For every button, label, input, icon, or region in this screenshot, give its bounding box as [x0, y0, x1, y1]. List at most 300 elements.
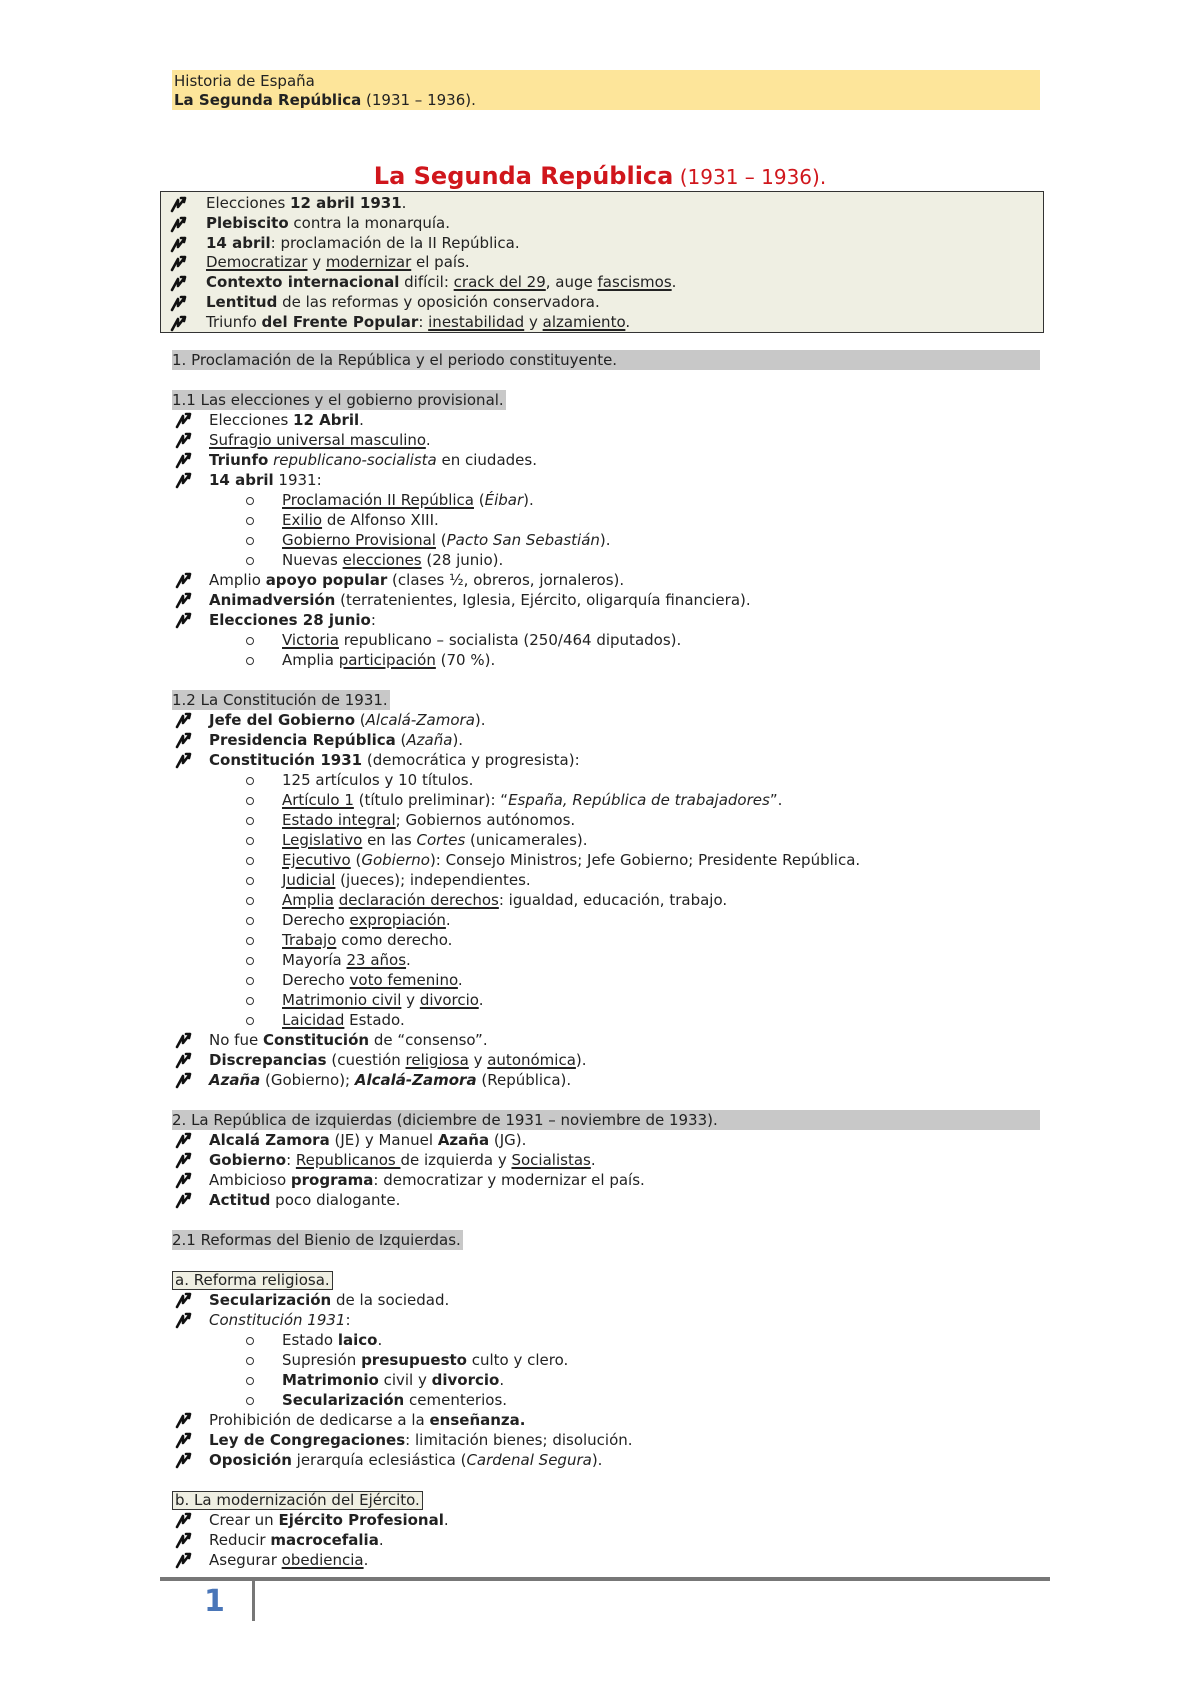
subsection-heading — [172, 690, 1040, 710]
text-run: , auge — [545, 273, 598, 292]
text-run: Matrimonio — [282, 1371, 379, 1389]
text-run: Mayoría — [282, 951, 347, 969]
circle-bullet-icon — [246, 997, 254, 1005]
subsection-label — [172, 390, 506, 410]
arrow-bullet-icon — [172, 1030, 196, 1050]
text-run: y — [468, 1051, 488, 1069]
summary-item — [169, 214, 1043, 234]
text-run: : democratizar y modernizar el país. — [373, 1171, 645, 1189]
bullet-item — [172, 1150, 1040, 1170]
text-run: España, República de trabajadores — [508, 791, 770, 809]
sub-bullet-item — [172, 490, 1040, 510]
text-run: civil y — [378, 1371, 432, 1389]
arrow-bullet-icon — [167, 253, 191, 273]
text-run: 23 años — [346, 951, 407, 969]
section-heading — [172, 350, 1040, 370]
arrow-bullet-icon — [172, 1430, 196, 1450]
subsection-label — [172, 1230, 463, 1250]
text-run: en las — [362, 831, 417, 849]
circle-bullet-icon — [246, 817, 254, 825]
text-run: ). — [474, 711, 486, 729]
text-run: . — [359, 411, 364, 429]
text-run: (JE) y Manuel — [329, 1131, 438, 1149]
arrow-bullet-icon — [172, 1450, 196, 1470]
text-run: (democrática y progresista): — [362, 751, 580, 769]
sub-bullet-item — [172, 1390, 1040, 1410]
arrow-bullet-icon — [172, 1190, 196, 1210]
text-run: Alcalá-Zamora — [354, 1071, 477, 1089]
arrow-bullet-icon — [167, 194, 191, 214]
sub-bullet-item — [172, 990, 1040, 1010]
text-run: Éibar — [484, 491, 524, 509]
arrow-bullet-icon — [167, 313, 191, 333]
sub-bullet-item — [172, 870, 1040, 890]
header-topic: La Segunda República (1931 – 1936). — [174, 91, 476, 109]
text-run: Cortes — [416, 831, 466, 849]
bullet-item — [172, 450, 1040, 470]
sub-bullet-item — [172, 650, 1040, 670]
text-run: y — [307, 253, 326, 272]
text-run: presupuesto — [361, 1351, 467, 1369]
circle-bullet-icon — [246, 957, 254, 965]
text-run: 12 abril 1931 — [290, 194, 402, 212]
bullet-item — [172, 410, 1040, 430]
sub-bullet-item — [172, 550, 1040, 570]
text-run: expropiación — [349, 911, 446, 929]
bullet-item — [172, 730, 1040, 750]
text-run: Trabajo — [282, 931, 337, 949]
text-run: . — [478, 991, 484, 1009]
sub-bullet-item — [172, 1350, 1040, 1370]
text-run: Amplia — [282, 651, 339, 669]
text-run: autonómica — [487, 1051, 576, 1069]
text-run: alzamiento — [542, 312, 626, 331]
text-run: (unicamerales). — [465, 831, 588, 849]
text-run: ”. — [769, 791, 783, 809]
summary-item — [169, 293, 1043, 313]
text-run: fascismos — [597, 273, 672, 292]
text-run: ). — [575, 1051, 587, 1069]
text-run: y — [401, 991, 420, 1009]
text-run: Amplia — [282, 891, 334, 909]
text-run: ). — [452, 731, 464, 749]
text-run: como derecho. — [336, 931, 453, 949]
text-run: Democratizar — [206, 253, 308, 272]
text-run: Elecciones — [206, 194, 291, 212]
spacer — [172, 1250, 1040, 1270]
text-run: Lentitud — [206, 292, 278, 311]
text-run: ( — [355, 711, 366, 729]
text-run: Elecciones — [209, 411, 294, 429]
text-run: Prohibición de dedicarse a la — [209, 1411, 430, 1429]
text-run: Constitución 1931 — [209, 751, 363, 769]
arrow-bullet-icon — [172, 1310, 196, 1330]
text-run: (cuestión — [326, 1051, 406, 1069]
boxed-heading-label — [172, 1271, 333, 1290]
circle-bullet-icon — [246, 497, 254, 505]
sub-bullet-item — [172, 970, 1040, 990]
text-run: Estado integral — [282, 811, 396, 829]
arrow-bullet-icon — [172, 590, 196, 610]
text-run: Nuevas — [282, 551, 343, 569]
text-run: divorcio — [431, 1371, 500, 1389]
text-run: (República). — [476, 1071, 572, 1089]
text-run: el país. — [411, 253, 470, 272]
sub-bullet-item — [172, 1330, 1040, 1350]
text-run: Artículo 1 — [282, 791, 354, 809]
text-run: enseñanza. — [429, 1411, 526, 1429]
text-run: (jueces); independientes. — [335, 871, 531, 889]
text-run: Sufragio universal masculino — [209, 431, 426, 449]
bullet-item — [172, 1030, 1040, 1050]
text-run: (70 %). — [435, 651, 496, 669]
text-run: Azaña — [406, 731, 453, 749]
text-run: Crear un — [209, 1511, 279, 1529]
text-run: . — [445, 911, 451, 929]
text-run: inestabilidad — [428, 312, 525, 331]
circle-bullet-icon — [246, 657, 254, 665]
text-run: . — [378, 1531, 384, 1549]
summary-item — [169, 234, 1043, 254]
text-run: Gobierno — [209, 1151, 287, 1169]
header-subject: Historia de España — [174, 72, 315, 90]
arrow-bullet-icon — [172, 470, 196, 490]
arrow-bullet-icon — [172, 410, 196, 430]
text-run: macrocefalia — [270, 1531, 379, 1549]
arrow-bullet-icon — [172, 1150, 196, 1170]
circle-bullet-icon — [246, 777, 254, 785]
subsection-heading — [172, 1230, 1040, 1250]
section-heading — [172, 1110, 1040, 1130]
subsection-heading — [172, 390, 1040, 410]
text-run: Triunfo — [209, 451, 269, 469]
sub-bullet-item — [172, 850, 1040, 870]
text-run: jerarquía eclesiástica ( — [291, 1451, 467, 1469]
text-run: : igualdad, educación, trabajo. — [498, 891, 728, 909]
bullet-item — [172, 1190, 1040, 1210]
text-run: . — [425, 431, 431, 449]
bullet-item — [172, 1310, 1040, 1330]
text-run: Secularización — [209, 1291, 332, 1309]
text-run: religiosa — [405, 1051, 469, 1069]
circle-bullet-icon — [246, 897, 254, 905]
text-run: . — [457, 971, 463, 989]
footer-rule — [160, 1577, 1050, 1581]
text-run: Pacto San Sebastián — [446, 531, 600, 549]
text-run: elecciones — [342, 551, 422, 569]
text-run: (título preliminar): “ — [353, 791, 509, 809]
text-run: Azaña — [437, 1131, 490, 1149]
text-run: difícil: — [399, 273, 454, 292]
text-run: Derecho — [282, 971, 350, 989]
circle-bullet-icon — [246, 1357, 254, 1365]
bullet-item — [172, 1430, 1040, 1450]
arrow-bullet-icon — [172, 730, 196, 750]
text-run: modernizar — [325, 253, 412, 272]
text-run: Estado — [282, 1331, 338, 1349]
arrow-bullet-icon — [167, 273, 191, 293]
text-run: : — [345, 1311, 351, 1329]
text-run: 125 artículos y 10 títulos. — [282, 771, 474, 789]
circle-bullet-icon — [246, 1397, 254, 1405]
sub-bullet-item — [172, 830, 1040, 850]
arrow-bullet-icon — [172, 1130, 196, 1150]
arrow-bullet-icon — [167, 234, 191, 254]
spacer — [172, 1470, 1040, 1490]
text-run: ). — [523, 491, 534, 509]
text-run: Alcalá-Zamora — [365, 711, 475, 729]
text-run: crack del 29 — [453, 273, 546, 292]
circle-bullet-icon — [246, 1017, 254, 1025]
text-run: contra la monarquía. — [288, 213, 451, 232]
text-run: Proclamación II República — [282, 491, 474, 509]
text-run: ( — [350, 851, 362, 869]
text-run: Ambicioso — [209, 1171, 291, 1189]
text-run: ( — [474, 491, 485, 509]
spacer — [172, 370, 1040, 390]
text-run: Estado. — [344, 1011, 405, 1029]
text-run: . — [590, 1151, 596, 1169]
text-run: declaración derechos — [338, 891, 499, 909]
text-run: : — [418, 312, 429, 331]
bullet-item — [172, 470, 1040, 490]
text-run: de izquierda y — [400, 1151, 512, 1169]
text-run: de “consenso”. — [369, 1031, 488, 1049]
boxed-heading — [172, 1270, 1040, 1290]
arrow-bullet-icon — [167, 293, 191, 313]
sub-bullet-item — [172, 770, 1040, 790]
sub-bullet-item — [172, 950, 1040, 970]
circle-bullet-icon — [246, 977, 254, 985]
circle-bullet-icon — [246, 1377, 254, 1385]
text-run: 1.1 Las elecciones y el gobierno provisional. — [172, 391, 504, 409]
text-run: . — [401, 194, 407, 212]
arrow-bullet-icon — [172, 1050, 196, 1070]
text-run: 12 Abril — [293, 411, 360, 429]
circle-bullet-icon — [246, 797, 254, 805]
bullet-item — [172, 710, 1040, 730]
bullet-item — [172, 1510, 1040, 1530]
text-run: Actitud — [209, 1191, 271, 1209]
text-run: . — [443, 1511, 449, 1529]
text-run: programa — [290, 1171, 374, 1189]
circle-bullet-icon — [246, 557, 254, 565]
text-run: Derecho — [282, 911, 350, 929]
text-run: 1. Proclamación de la República y el periodo constituyente. — [172, 351, 618, 369]
arrow-bullet-icon — [172, 1530, 196, 1550]
sub-bullet-item — [172, 890, 1040, 910]
sub-bullet-item — [172, 1010, 1040, 1030]
text-run: (28 junio). — [421, 551, 504, 569]
arrow-bullet-icon — [172, 1410, 196, 1430]
circle-bullet-icon — [246, 637, 254, 645]
text-run: Matrimonio civil — [282, 991, 402, 1009]
text-run: Triunfo — [206, 312, 262, 331]
arrow-bullet-icon — [172, 710, 196, 730]
text-run: Amplio — [209, 571, 266, 589]
text-run: ). — [599, 531, 611, 549]
text-run: de Alfonso XIII. — [322, 511, 439, 529]
arrow-bullet-icon — [167, 214, 191, 234]
circle-bullet-icon — [246, 917, 254, 925]
document-header — [172, 70, 1040, 110]
text-run: laico — [337, 1331, 378, 1349]
text-run: participación — [338, 651, 436, 669]
text-run: Discrepancias — [209, 1051, 327, 1069]
sub-bullet-item — [172, 790, 1040, 810]
text-run: (JG). — [489, 1131, 527, 1149]
text-run: . — [406, 951, 411, 969]
text-run: Gobierno Provisional — [282, 531, 436, 549]
boxed-heading — [172, 1490, 1040, 1510]
text-run: Oposición — [209, 1451, 292, 1469]
text-run: No fue — [209, 1031, 263, 1049]
text-run: ). — [591, 1451, 603, 1469]
text-run: Ejército Profesional — [278, 1511, 444, 1529]
text-run: 1931: — [273, 471, 322, 489]
text-run: Contexto internacional — [206, 273, 400, 292]
text-run: ; Gobiernos autónomos. — [395, 811, 576, 829]
text-run: Socialistas — [511, 1151, 591, 1169]
summary-item — [169, 313, 1043, 333]
arrow-bullet-icon — [172, 430, 196, 450]
summary-item — [169, 194, 1043, 214]
text-run: (Gobierno); — [260, 1071, 355, 1089]
text-run: (terratenientes, Iglesia, Ejército, oligarquía financiera). — [335, 591, 751, 609]
sub-bullet-item — [172, 930, 1040, 950]
text-run: Gobierno — [361, 851, 430, 869]
text-run: . — [363, 1551, 369, 1569]
spacer — [172, 670, 1040, 690]
text-run: divorcio — [419, 991, 479, 1009]
circle-bullet-icon — [246, 937, 254, 945]
text-run: obediencia — [281, 1551, 364, 1569]
bullet-item — [172, 1410, 1040, 1430]
bullet-item — [172, 590, 1040, 610]
circle-bullet-icon — [246, 877, 254, 885]
page-title: La Segunda República (1931 – 1936). — [373, 162, 827, 190]
text-run: republicano – socialista (250/464 diputados). — [338, 631, 682, 649]
bullet-item — [172, 1070, 1040, 1090]
text-run: Victoria — [282, 631, 339, 649]
bullet-item — [172, 430, 1040, 450]
text-run: Animadversión — [209, 591, 336, 609]
text-run: : — [370, 611, 376, 629]
text-run: ( — [435, 531, 447, 549]
text-run: . — [499, 1371, 505, 1389]
text-run: Laicidad — [282, 1011, 345, 1029]
summary-item — [169, 273, 1043, 293]
text-run: de la sociedad. — [331, 1291, 450, 1309]
text-run: Constitución 1931 — [209, 1311, 346, 1329]
text-run: Asegurar — [209, 1551, 282, 1569]
circle-bullet-icon — [246, 537, 254, 545]
text-run: : limitación bienes; disolución. — [405, 1431, 633, 1449]
text-run: b. La modernización del Ejército. — [175, 1491, 420, 1509]
text-run: Legislativo — [282, 831, 363, 849]
text-run: 14 abril — [209, 471, 274, 489]
arrow-bullet-icon — [172, 1070, 196, 1090]
sub-bullet-item — [172, 1370, 1040, 1390]
text-run: . — [671, 273, 677, 292]
page-number: 1 — [204, 1584, 225, 1619]
text-run: Secularización — [282, 1391, 405, 1409]
arrow-bullet-icon — [172, 450, 196, 470]
arrow-bullet-icon — [172, 1550, 196, 1570]
sub-bullet-item — [172, 910, 1040, 930]
bullet-item — [172, 1050, 1040, 1070]
text-run: del Frente Popular — [261, 312, 419, 331]
text-run: a. Reforma religiosa. — [175, 1271, 330, 1289]
text-run: 1.2 La Constitución de 1931. — [172, 691, 388, 709]
text-run: culto y clero. — [466, 1351, 569, 1369]
bullet-item — [172, 1130, 1040, 1150]
text-run: Ejecutivo — [282, 851, 351, 869]
arrow-bullet-icon — [172, 1170, 196, 1190]
arrow-bullet-icon — [172, 1510, 196, 1530]
text-run: apoyo popular — [265, 571, 388, 589]
text-run: voto femenino — [349, 971, 458, 989]
sub-bullet-item — [172, 530, 1040, 550]
bullet-item — [172, 610, 1040, 630]
text-run: ): Consejo Ministros; Jefe Gobierno; Presidente República. — [429, 851, 861, 869]
text-run: Jefe del Gobierno — [209, 711, 356, 729]
bullet-item — [172, 1290, 1040, 1310]
text-run: 2. La República de izquierdas (diciembre de 1931 – noviembre de 1933). — [172, 1111, 718, 1129]
circle-bullet-icon — [246, 857, 254, 865]
document-body — [172, 350, 1040, 1570]
text-run: . — [625, 312, 631, 331]
footer-divider — [252, 1581, 255, 1621]
bullet-item — [172, 1550, 1040, 1570]
text-run: de las reformas y oposición conservadora. — [277, 292, 600, 311]
boxed-heading-label — [172, 1491, 423, 1510]
text-run: Exilio — [282, 511, 323, 529]
text-run: 14 abril — [206, 233, 271, 252]
text-run: 2.1 Reformas del Bienio de Izquierdas. — [172, 1231, 461, 1249]
summary-box — [160, 191, 1044, 333]
text-run: Constitución — [262, 1031, 370, 1049]
arrow-bullet-icon — [172, 1290, 196, 1310]
text-run: Elecciones 28 junio — [209, 611, 371, 629]
bullet-item — [172, 1170, 1040, 1190]
text-run: y — [524, 312, 543, 331]
arrow-bullet-icon — [172, 610, 196, 630]
text-run: poco dialogante. — [270, 1191, 401, 1209]
text-run: Reducir — [209, 1531, 271, 1549]
bullet-item — [172, 750, 1040, 770]
text-run: ( — [395, 731, 407, 749]
spacer — [172, 1090, 1040, 1110]
circle-bullet-icon — [246, 837, 254, 845]
text-run: en ciudades. — [436, 451, 537, 469]
text-run: Alcalá Zamora — [209, 1131, 330, 1149]
text-run: Supresión — [282, 1351, 362, 1369]
bullet-item — [172, 1530, 1040, 1550]
bullet-item — [172, 570, 1040, 590]
circle-bullet-icon — [246, 517, 254, 525]
text-run: republicano-socialista — [273, 451, 437, 469]
sub-bullet-item — [172, 810, 1040, 830]
subsection-label — [172, 690, 390, 710]
text-run: (clases ½, obreros, jornaleros). — [387, 571, 625, 589]
arrow-bullet-icon — [172, 570, 196, 590]
text-run: Republicanos — [295, 1151, 401, 1169]
text-run: Ley de Congregaciones — [209, 1431, 406, 1449]
sub-bullet-item — [172, 510, 1040, 530]
text-run: : — [286, 1151, 296, 1169]
text-run: Cardenal Segura — [466, 1451, 592, 1469]
